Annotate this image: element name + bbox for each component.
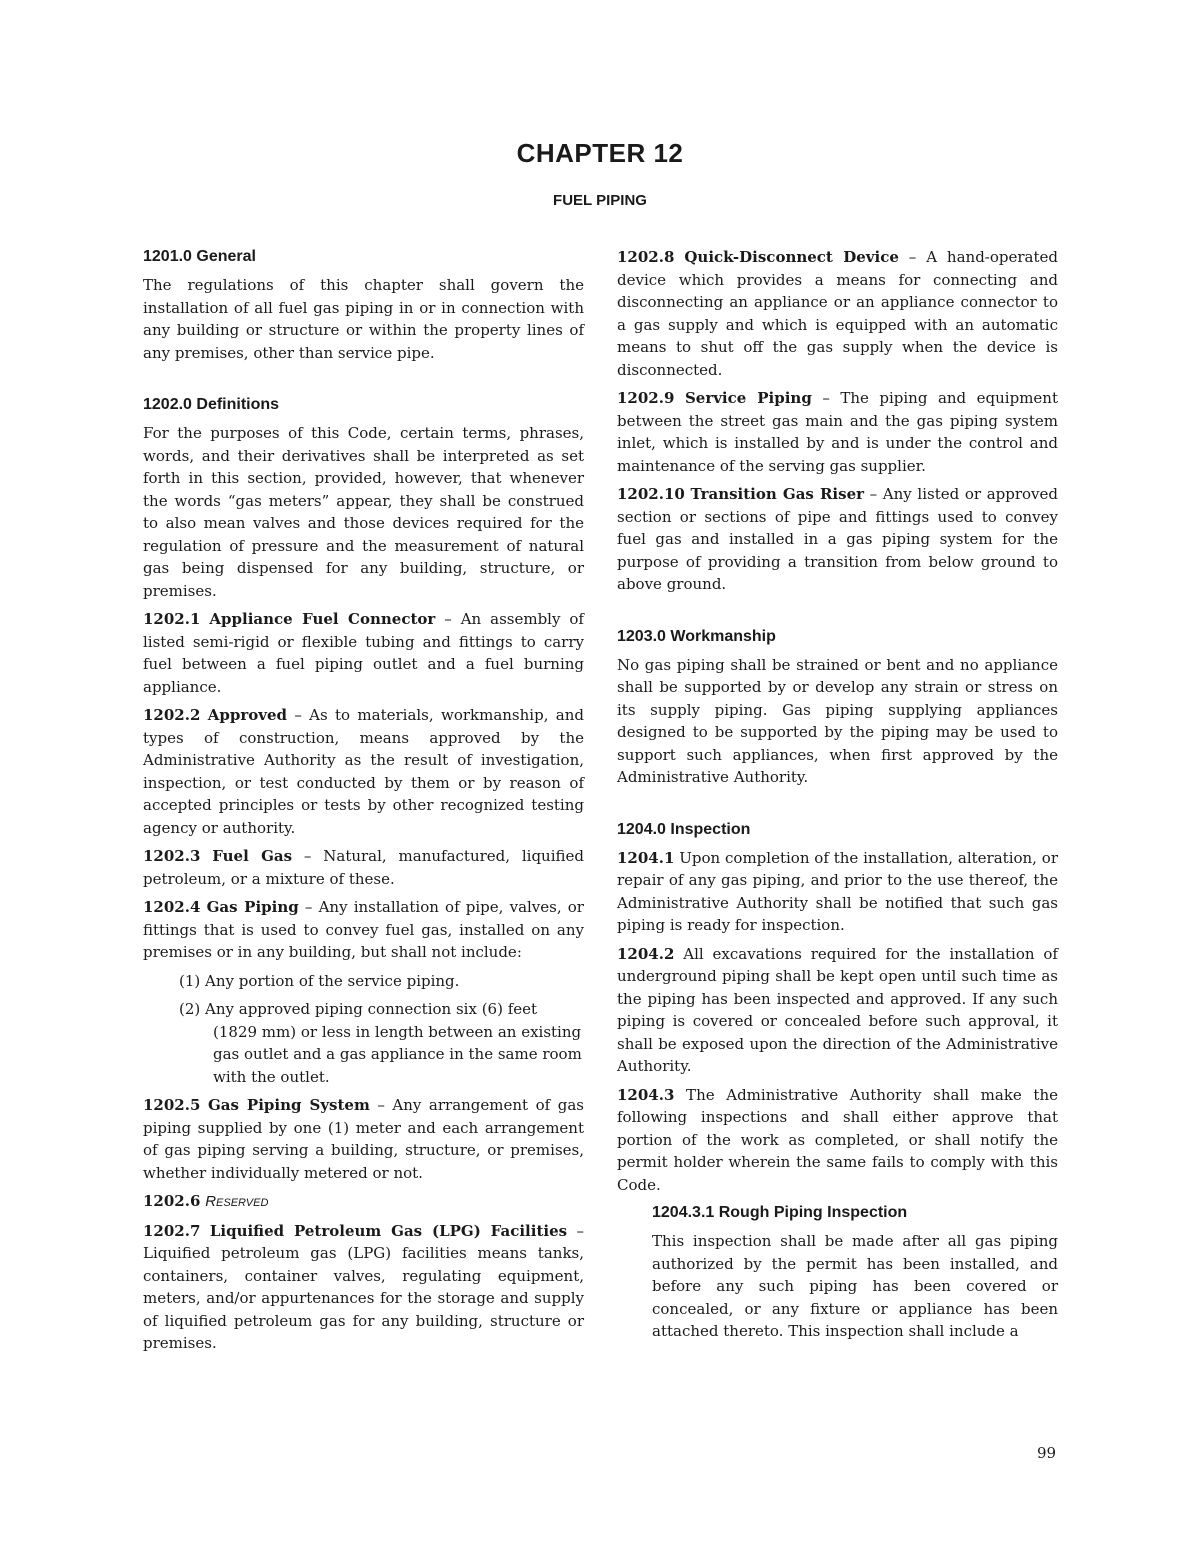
definition-text: – Any listed or approved section or sections of pipe and fittings used to convey fuel gas and installed in a gas piping system for the purpose of providing a transition from below ground to above ground. [617, 485, 1058, 593]
definition-number: 1202.4 [143, 898, 201, 916]
chapter-title: CHAPTER 12 [516, 138, 684, 168]
definition-text: – Liquified petroleum gas (LPG) facilities means tanks, containers, container valves, regulating equipment, meters, and/or appurtenances for the storage and supply of liquified petroleum gas for any building, structure or premises. [143, 1221, 584, 1352]
definition-lpg-facilities [143, 1220, 584, 1355]
definition-number: 1202.3 [143, 847, 201, 865]
section-text-general: The regulations of this chapter shall govern the installation of all fuel gas piping in or in connection with any building or structure or within the property lines of any premises, other than service pipe. [143, 276, 584, 362]
definition-number: 1202.7 [143, 1221, 201, 1240]
definition-text: – Natural, manufactured, liquified petroleum, or a mixture of these. [143, 847, 584, 888]
definition-number: 1202.1 [143, 610, 201, 628]
definition-number: 1202.5 [143, 1096, 201, 1114]
definition-term: Liquified Petroleum Gas (LPG) Facilities [209, 1221, 568, 1240]
definition-number: 1202.9 [617, 389, 675, 407]
section-heading-general: 1201.0 General [143, 248, 256, 265]
definition-appliance-fuel-connector [143, 608, 584, 698]
inspection-text: The Administrative Authority shall make the following inspections and shall either approve that portion of the work as completed, or shall notify the permit holder wherein the same fails to comply with this Code. [617, 1085, 1058, 1194]
inspection-1204-3 [617, 1084, 1058, 1197]
list-item: (2) Any approved piping connection six (6) feet (1829 mm) or less in length between an existing gas outlet and a gas appliance in the same room with the outlet. [179, 1000, 582, 1086]
definition-term: Quick-Disconnect Device [684, 248, 899, 266]
section-text-definitions: For the purposes of this Code, certain terms, phrases, words, and their derivatives shall be interpreted as set forth in this section, provided, however, that whenever the words “gas meters” appear, they shall be construed to also mean valves and those devices required for the regulation of pressure and the measurement of natural gas being dispensed for any building, structure, or premises. [143, 424, 584, 600]
subsection-text-rough-piping: This inspection shall be made after all gas piping authorized by the permit has been installed, and before any such piping has been covered or concealed, or any fixture or appliance has been attached thereto. This inspection shall include a [652, 1232, 1058, 1340]
inspection-1204-2 [617, 943, 1058, 1078]
definition-number: 1202.10 [617, 485, 685, 503]
definition-text: – Any arrangement of gas piping supplied by one (1) meter and each arrangement of gas piping serving a building, structure, or premises, whether individually metered or not. [143, 1096, 584, 1182]
definition-term: Approved [207, 706, 288, 724]
reserved-label: Reserved [205, 1193, 269, 1210]
definition-term: Transition Gas Riser [690, 485, 865, 503]
left-column [143, 246, 584, 1361]
definition-service-piping [617, 387, 1058, 477]
definition-gas-piping-system [143, 1094, 584, 1184]
inspection-number: 1204.2 [617, 944, 675, 963]
section-text-workmanship: No gas piping shall be strained or bent and no appliance shall be supported by or develop any strain or stress on its supply piping. Gas piping supplying appliances designed to be supported by the piping may be used to support such appliances, when first approved by the Administrative Authority. [617, 655, 1058, 786]
subsection-heading-rough-piping: 1204.3.1 Rough Piping Inspection [652, 1204, 908, 1221]
page-number: 99 [1037, 1444, 1057, 1462]
definition-gas-piping [143, 896, 584, 964]
inspection-number: 1204.3 [617, 1085, 675, 1104]
definition-term: Fuel Gas [212, 847, 293, 865]
definition-term: Service Piping [684, 389, 812, 407]
definition-number: 1202.8 [617, 248, 675, 266]
definition-number: 1202.2 [143, 706, 201, 724]
definition-reserved [143, 1190, 584, 1214]
inspection-text: Upon completion of the installation, alteration, or repair of any gas piping, and prior to the use thereof, the Administrative Authority shall be notified that such gas piping is ready for inspection. [617, 848, 1058, 934]
definition-term: Gas Piping System [207, 1096, 370, 1114]
definition-text: – Any installation of pipe, valves, or fittings that is used to convey fuel gas, installed on any premises or in any building, but shall not include: [143, 898, 584, 961]
definition-term: Gas Piping [206, 898, 299, 916]
definition-text: – As to materials, workmanship, and types of construction, means approved by the Administrative Authority as the result of investigation, inspection, or test conducted by them or by reason of accepted principles or tests by other recognized testing agency or authority. [143, 706, 584, 837]
definition-quick-disconnect-device [617, 246, 1058, 381]
definition-text: – A hand-operated device which provides a means for connecting and disconnecting an appliance or an appliance connector to a gas supply and which is equipped with an automatic means to shut off the gas supply when the device is disconnected. [617, 248, 1058, 379]
definition-number: 1202.6 [143, 1192, 201, 1210]
chapter-subtitle: FUEL PIPING [553, 192, 647, 209]
definition-fuel-gas [143, 845, 584, 890]
right-column [617, 246, 1058, 1349]
list-item: (1) Any portion of the service piping. [179, 971, 460, 990]
definition-text: – The piping and equipment between the street gas main and the gas piping system inlet, which is installed by and is under the control and maintenance of the serving gas supplier. [617, 389, 1058, 475]
inspection-number: 1204.1 [617, 848, 675, 867]
inspection-text: All excavations required for the installation of underground piping shall be kept open until such time as the piping has been inspected and approved. If any such piping is covered or concealed before such approval, it shall be exposed upon the direction of the Administrative Authority. [617, 944, 1058, 1075]
section-heading-inspection: 1204.0 Inspection [617, 820, 751, 838]
definition-transition-gas-riser [617, 483, 1058, 596]
inspection-1204-1 [617, 847, 1058, 937]
definition-text: – An assembly of listed semi-rigid or flexible tubing and fittings to carry fuel between a fuel piping outlet and a fuel burning appliance. [143, 610, 584, 696]
section-heading-definitions: 1202.0 Definitions [143, 396, 280, 413]
definition-approved [143, 704, 584, 839]
definition-term: Appliance Fuel Connector [209, 610, 436, 628]
section-heading-workmanship: 1203.0 Workmanship [617, 627, 776, 645]
